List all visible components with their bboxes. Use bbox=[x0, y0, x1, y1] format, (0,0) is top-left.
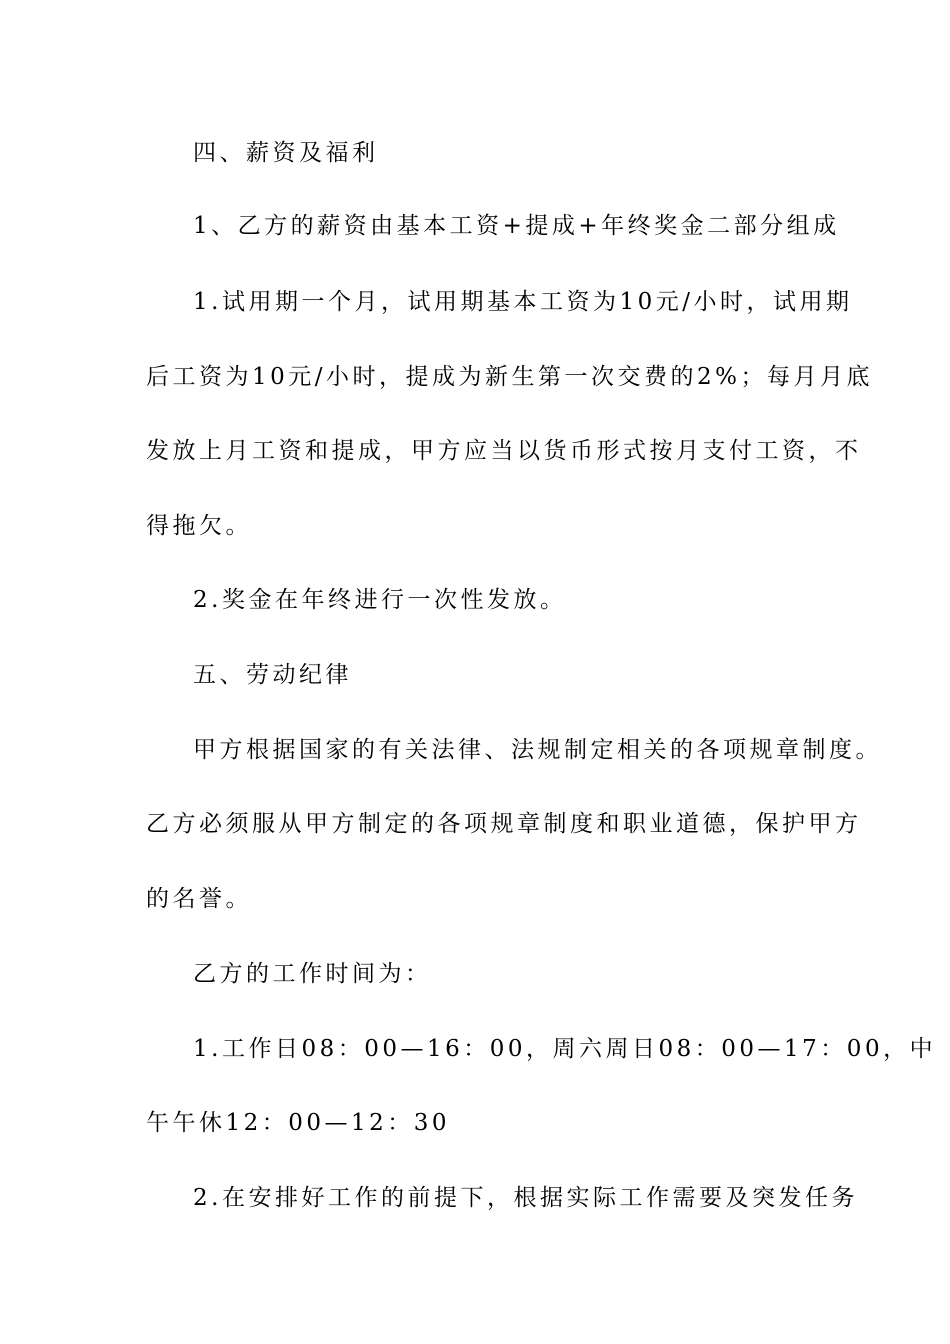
paragraph-line: 乙方的工作时间为： bbox=[193, 961, 432, 987]
section-heading-discipline: 五、劳动纪律 bbox=[193, 662, 352, 688]
paragraph-line: 乙方必须服从甲方制定的各项规章制度和职业道德，保护甲方 bbox=[146, 811, 862, 837]
paragraph-line: 后工资为10元/小时，提成为新生第一次交费的2%；每月月底 bbox=[146, 364, 874, 390]
paragraph-line: 得拖欠。 bbox=[146, 513, 252, 539]
paragraph-line: 的名誉。 bbox=[146, 886, 252, 912]
paragraph-line: 2.奖金在年终进行一次性发放。 bbox=[193, 587, 567, 613]
paragraph-line: 发放上月工资和提成，甲方应当以货币形式按月支付工资，不 bbox=[146, 438, 862, 464]
paragraph-line: 2.在安排好工作的前提下，根据实际工作需要及突发任务 bbox=[193, 1185, 858, 1211]
paragraph-line: 1、乙方的薪资由基本工资+提成+年终奖金二部分组成 bbox=[193, 213, 840, 239]
paragraph-line: 1.试用期一个月，试用期基本工资为10元/小时，试用期 bbox=[193, 289, 853, 315]
paragraph-line: 1.工作日08：00—16：00，周六周日08：00—17：00，中 bbox=[193, 1036, 937, 1062]
section-heading-salary: 四、薪资及福利 bbox=[193, 140, 379, 166]
paragraph-line: 午午休12：00—12：30 bbox=[146, 1110, 451, 1136]
paragraph-line: 甲方根据国家的有关法律、法规制定相关的各项规章制度。 bbox=[193, 737, 882, 763]
